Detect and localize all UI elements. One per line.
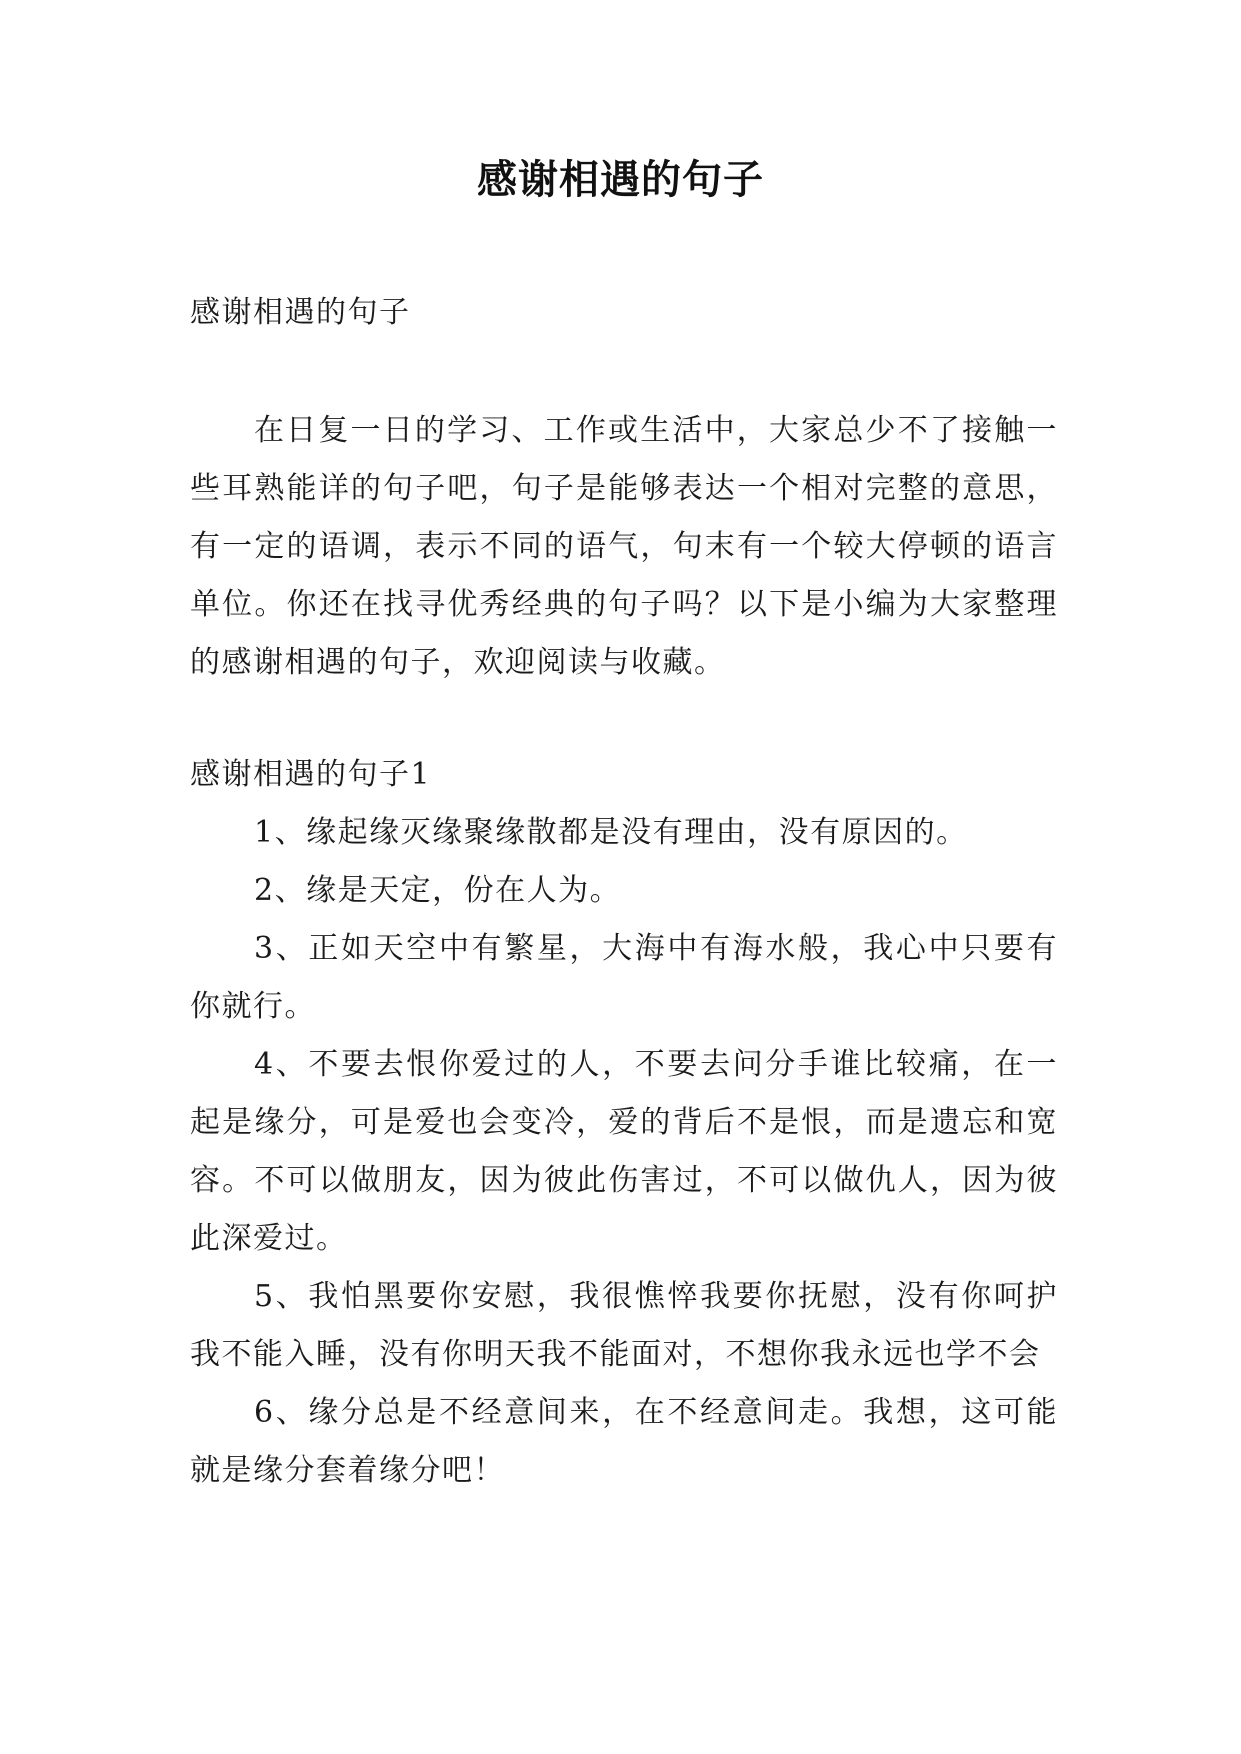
document-body	[190, 284, 1058, 1500]
list-item: 1、缘起缘灭缘聚缘散都是没有理由，没有原因的。	[254, 815, 968, 850]
spacer	[190, 342, 1058, 402]
intro-paragraph: 在日复一日的学习、工作或生活中，大家总少不了接触一些耳熟能详的句子吧，句子是能够表达一个相对完整的意思，有一定的语调，表示不同的语气，句末有一个较大停顿的语言单位。你还在找寻优秀经典的句子吗？以下是小编为大家整理的感谢相遇的句子，欢迎阅读与收藏。	[190, 413, 1058, 680]
list-item: 6、缘分总是不经意间来，在不经意间走。我想，这可能就是缘分套着缘分吧！	[190, 1395, 1058, 1488]
list-item: 2、缘是天定，份在人为。	[254, 873, 622, 908]
list-item: 4、不要去恨你爱过的人，不要去问分手谁比较痛，在一起是缘分，可是爱也会变冷，爱的背后不是恨，而是遗忘和宽容。不可以做朋友，因为彼此伤害过，不可以做仇人，因为彼此深爱过。	[190, 1047, 1058, 1256]
document-subtitle: 感谢相遇的句子	[190, 295, 411, 330]
document-title: 感谢相遇的句子	[477, 157, 764, 203]
section-heading: 感谢相遇的句子1	[190, 757, 432, 792]
spacer	[190, 692, 1058, 746]
list-item: 5、我怕黑要你安慰，我很憔悴我要你抚慰，没有你呵护我不能入睡，没有你明天我不能面对，不想你我永远也学不会	[190, 1279, 1058, 1372]
list-item: 3、正如天空中有繁星，大海中有海水般，我心中只要有你就行。	[190, 931, 1058, 1024]
